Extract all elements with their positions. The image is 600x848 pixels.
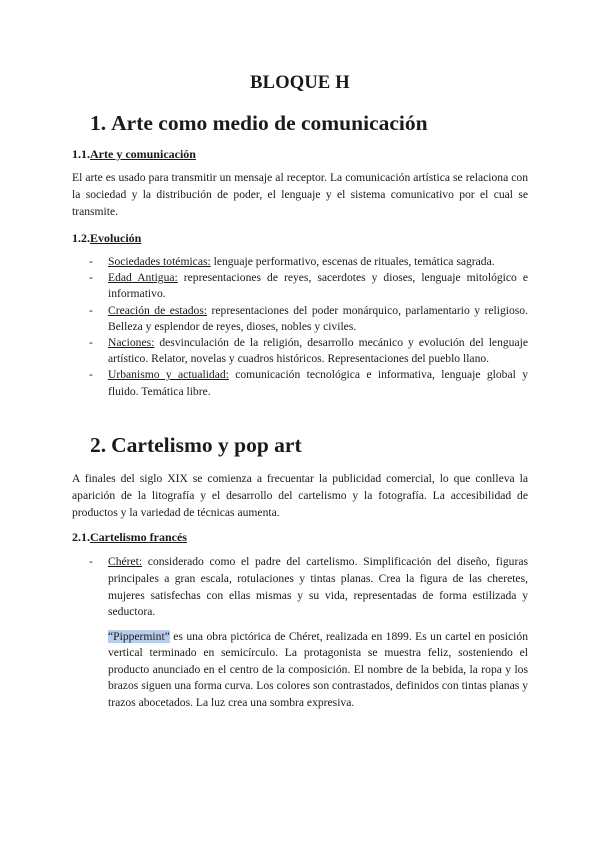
work-description-text: es una obra pictórica de Chéret, realizada en 1899. Es un cartel en posición vertical terminado en semicírculo. La protagonista se muestra feliz, sosteniendo el producto anunciado en el centro de la composición. El nombre de la bebida, la ropa y los brazos siguen una forma curva. Los colores son contrastados, definidos con tintas planas y trazos abocetados. La luz crea una sombra expresiva. [108, 630, 528, 709]
subsection-1-1-title: Arte y comunicación [90, 147, 196, 161]
list-item-term: Chéret: [108, 555, 143, 568]
list-item-text: comunicación tecnológica e informativa, lenguaje global y fluido. Temática libre. [108, 368, 528, 398]
subsection-2-1-heading [72, 530, 187, 545]
list-dash: - [89, 368, 93, 382]
pippermint-description [108, 629, 528, 711]
block-title: BLOQUE H [250, 73, 350, 93]
list-item-text: representaciones de reyes, sacerdotes y dioses, lenguaje mitológico e informativo. [108, 271, 528, 301]
section-1-title: Arte como medio de comunicación [111, 111, 428, 135]
cartelismo-list [72, 554, 528, 621]
list-item-term: Naciones: [108, 336, 155, 350]
list-item [72, 554, 528, 621]
list-item-term: Sociedades totémicas: [108, 255, 211, 268]
highlighted-work-title: “Pippermint” [108, 630, 170, 643]
list-item [72, 254, 528, 270]
list-dash: - [89, 555, 93, 568]
list-item [72, 270, 528, 302]
subsection-1-1-text: El arte es usado para transmitir un mensaje al receptor. La comunicación artística se relaciona con la sociedad y la distribución de poder, el lenguaje y el sistema comunicativo por el cual se transmite. [72, 171, 528, 218]
evolution-list [72, 254, 528, 400]
list-item [72, 303, 528, 335]
subsection-1-1-number: 1.1. [72, 147, 90, 161]
section-2-heading [90, 433, 302, 458]
list-item-text: considerado como el padre del cartelismo. Simplificación del diseño, figuras principales a gran escala, rotulaciones y tintas planas. Crea la figura de las cheretes, mujeres satisfechas con ellas mismas y su vida, representadas de forma estilizada y seductora. [108, 555, 528, 619]
subsection-1-1-heading [72, 147, 196, 162]
list-item-text: desvinculación de la religión, desarrollo mecánico y evolución del lenguaje artístico. Relator, novelas y cuadros históricos. Representaciones del pueblo llano. [108, 336, 528, 366]
list-item-text: representaciones del poder monárquico, parlamentario y religioso. Belleza y esplendor de reyes, dioses, nobles y civiles. [108, 303, 528, 333]
list-item [72, 367, 528, 399]
list-item-text: lenguaje performativo, escenas de rituales, temática sagrada. [210, 255, 495, 268]
section-1-number: 1. [90, 111, 107, 135]
list-item [72, 335, 528, 367]
subsection-1-2-number: 1.2. [72, 231, 90, 245]
subsection-2-1-number: 2.1. [72, 530, 90, 544]
subsection-1-2-title: Evolución [90, 231, 142, 245]
section-2-title: Cartelismo y pop art [111, 433, 302, 457]
section-1-heading [90, 111, 428, 136]
list-item-term: Creación de estados: [108, 303, 208, 317]
subsection-1-2-heading [72, 231, 141, 246]
list-dash: - [89, 303, 93, 317]
list-item-term: Urbanismo y actualidad: [108, 368, 229, 382]
section-2-intro: A finales del siglo XIX se comienza a frecuentar la publicidad comercial, lo que conlleva la aparición de la litografía y el desarrollo del cartelismo y la fotografía. La accesibilidad de productos y la variedad de técnicas aumenta. [72, 472, 528, 519]
subsection-2-1-title: Cartelismo francés [90, 530, 187, 544]
section-2-number: 2. [90, 433, 107, 457]
list-dash: - [89, 271, 93, 285]
list-dash: - [89, 255, 93, 268]
list-dash: - [89, 336, 93, 350]
list-item-term: Edad Antigua: [108, 271, 178, 285]
